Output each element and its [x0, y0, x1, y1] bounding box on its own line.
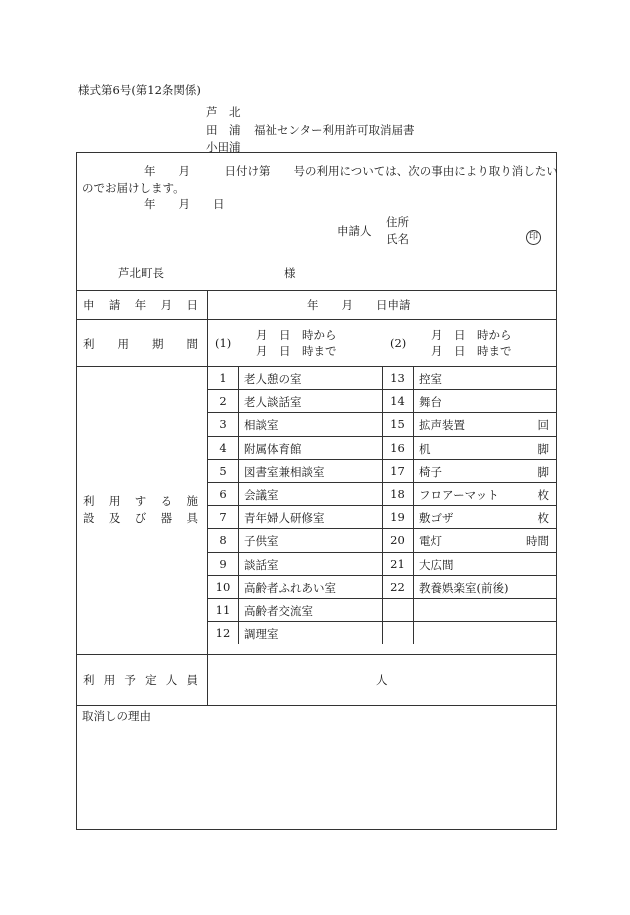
- planned-users-unit: 人: [376, 673, 388, 687]
- facility-name: フロアーマット: [419, 488, 499, 502]
- facility-name: 控室: [419, 372, 442, 386]
- facility-unit: 回: [537, 418, 549, 433]
- facility-number: 11: [215, 603, 231, 617]
- grid-row-line: [208, 505, 557, 506]
- facility-number: 9: [219, 556, 227, 571]
- facility-name: 子供室: [244, 534, 279, 549]
- facility-name: 調理室: [244, 627, 279, 642]
- facility-unit: 脚: [537, 441, 549, 456]
- facilities-label-line-1: 利 用 す る 施: [83, 494, 198, 508]
- form-id: 様式第6号(第12条関係): [78, 83, 201, 97]
- row-divider: [76, 290, 557, 291]
- application-date-value: 年 月 日申請: [307, 298, 411, 312]
- facility-number: 14: [390, 394, 405, 409]
- facility-name: 高齢者ふれあい室: [244, 580, 336, 595]
- period-2-number: (2): [390, 336, 407, 350]
- facility-number: 2: [219, 394, 227, 409]
- facility-name: 教養娯楽室(前後): [419, 580, 509, 595]
- facility-name: 青年婦人研修室: [244, 511, 325, 526]
- facility-unit: 時間: [526, 534, 549, 549]
- facility-number: 8: [219, 533, 227, 548]
- declaration-line-2: のでお届けします。: [82, 181, 185, 195]
- period-2-from: 月 日 時から: [431, 328, 512, 342]
- facility-number: 6: [219, 487, 227, 501]
- facility-number: 20: [390, 533, 405, 548]
- grid-row-line: [208, 598, 557, 599]
- facility-name: 舞台: [419, 395, 442, 410]
- facility-number: 4: [219, 440, 227, 455]
- facilities-label-line-2: 設 及 び 器 具: [83, 511, 198, 525]
- facility-number: 22: [390, 579, 405, 594]
- grid-row-line: [208, 436, 557, 437]
- facility-number: 10: [215, 579, 231, 594]
- facility-name: 会議室: [244, 488, 279, 502]
- facility-name: 高齢者交流室: [244, 604, 313, 618]
- row-divider: [76, 705, 557, 706]
- form-title: 福祉センター利用許可取消届書: [254, 123, 415, 137]
- town-name-1: 芦 北: [206, 105, 241, 119]
- facility-number: 3: [219, 417, 227, 432]
- period-1-to: 月 日 時まで: [256, 344, 337, 358]
- facility-name: 大広間: [419, 557, 454, 572]
- facility-name: 談話室: [244, 557, 279, 572]
- facility-number: 13: [390, 371, 405, 385]
- facility-number: 19: [390, 510, 405, 525]
- declaration-line-1: 年 月 日付け第 号の利用については、次の事由により取り消したい: [144, 164, 558, 178]
- facility-name: 椅子: [419, 464, 442, 479]
- facility-number: 18: [390, 487, 405, 501]
- period-2-to: 月 日 時まで: [431, 344, 512, 358]
- grid-row-line: [208, 552, 557, 553]
- applicant-label: 申請人: [337, 224, 372, 238]
- reason-label: 取消しの理由: [82, 709, 151, 723]
- name-label: 氏名: [386, 232, 409, 246]
- declaration-date: 年 月 日: [144, 197, 225, 211]
- usage-period-label: 利 用 期 間: [83, 337, 198, 351]
- grid-row-line: [208, 575, 557, 576]
- facility-name: 敷ゴザ: [419, 511, 454, 526]
- facility-unit: 脚: [537, 464, 549, 479]
- period-1-from: 月 日 時から: [256, 328, 337, 342]
- period-1-number: (1): [215, 336, 232, 350]
- row-divider: [76, 654, 557, 655]
- town-name-2: 田 浦: [206, 123, 241, 137]
- facility-name: 図書室兼相談室: [244, 464, 325, 479]
- grid-row-line: [208, 459, 557, 460]
- planned-users-label: 利 用 予 定 人 員: [83, 673, 198, 687]
- facility-name: 老人談話室: [244, 395, 302, 410]
- addressee: 芦北町長: [118, 266, 164, 280]
- facility-number: 1: [219, 371, 227, 385]
- facility-number: 15: [390, 417, 405, 432]
- facility-number: 17: [390, 463, 405, 478]
- grid-row-line: [208, 412, 557, 413]
- grid-row-line: [208, 389, 557, 390]
- row-divider: [76, 319, 557, 320]
- facility-number: 5: [219, 463, 227, 478]
- grid-row-line: [208, 482, 557, 483]
- facility-name: 机: [419, 441, 431, 456]
- town-name-3: 小田浦: [206, 140, 241, 154]
- facility-name: 老人憩の室: [244, 372, 302, 386]
- facility-number: 21: [390, 556, 405, 571]
- facility-number: 16: [390, 440, 405, 455]
- grid-row-line: [208, 528, 557, 529]
- application-date-label: 申 請 年 月 日: [83, 298, 198, 312]
- honorific: 様: [284, 266, 296, 280]
- grid-row-line: [208, 621, 557, 622]
- address-label: 住所: [386, 215, 409, 229]
- facility-name: 附属体育館: [244, 441, 302, 456]
- facility-name: 拡声装置: [419, 418, 465, 433]
- facility-unit: 枚: [537, 488, 549, 502]
- row-divider: [76, 366, 557, 367]
- seal-mark: 印: [526, 230, 541, 245]
- facility-number: 12: [215, 626, 231, 641]
- facility-name: 電灯: [419, 534, 442, 549]
- facility-unit: 枚: [537, 511, 549, 526]
- facility-name: 相談室: [244, 418, 279, 433]
- facility-number: 7: [219, 510, 227, 525]
